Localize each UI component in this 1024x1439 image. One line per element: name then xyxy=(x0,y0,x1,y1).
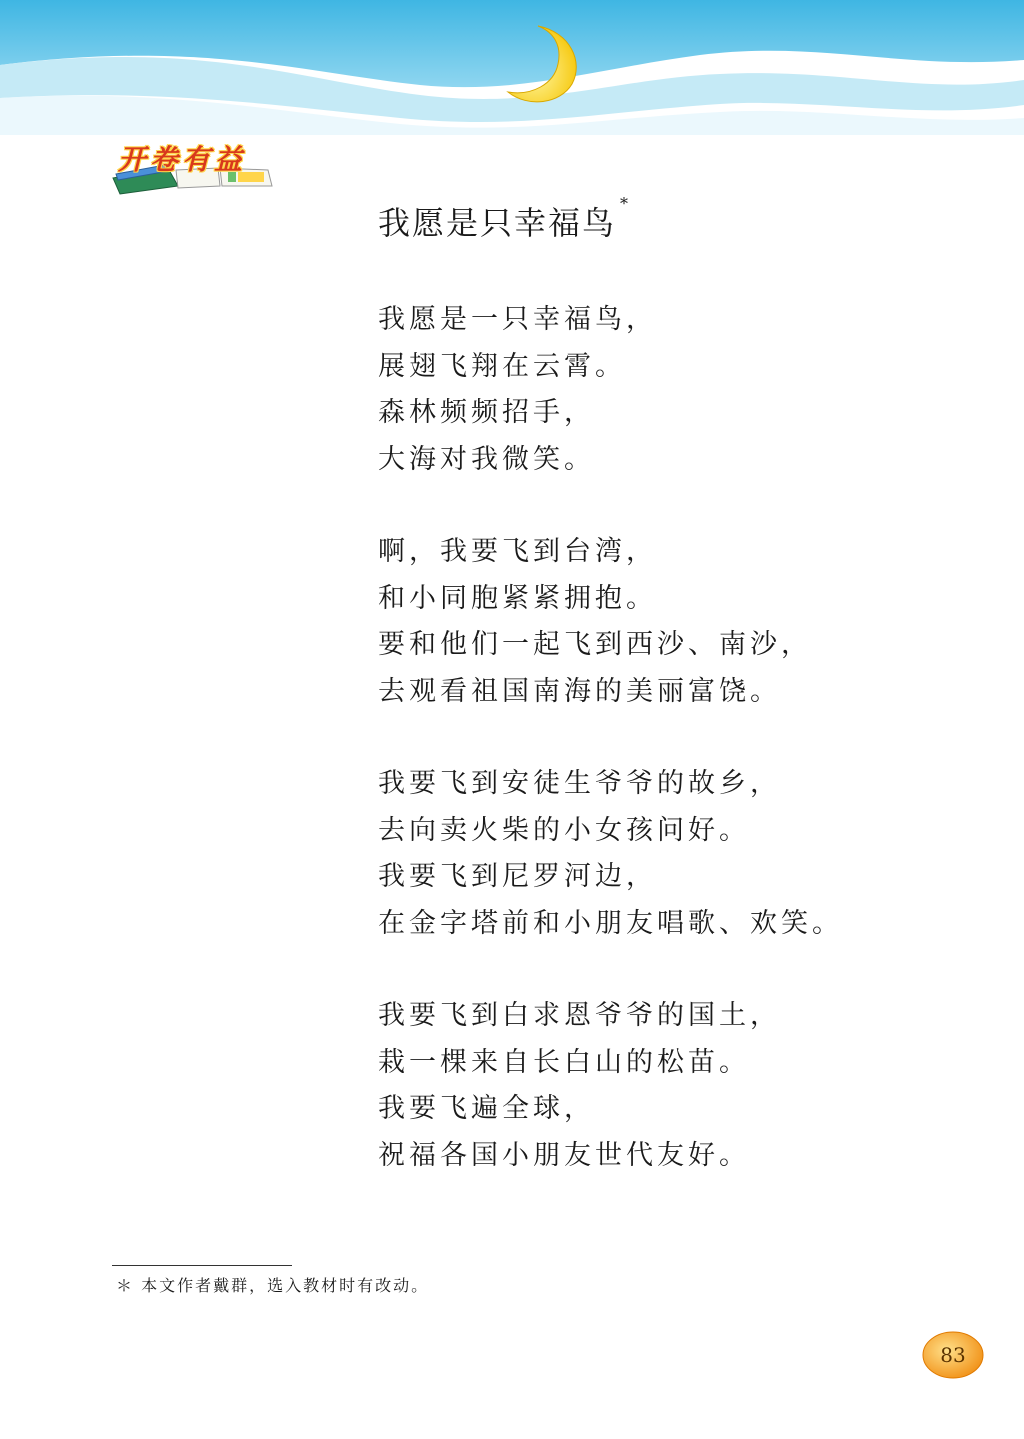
poem-title-text: 我愿是只幸福鸟 xyxy=(378,204,617,242)
page-number-badge xyxy=(921,1329,985,1381)
poem-line: 我要飞遍全球， xyxy=(378,1093,595,1124)
page-number: 83 xyxy=(940,1343,966,1367)
stanza xyxy=(378,761,978,947)
poem-line: 展翅飞翔在云霄。 xyxy=(378,350,626,382)
poem-line: 要和他们一起飞到西沙、南沙， xyxy=(378,629,812,660)
poem-line: 我要飞到白求恩爷爷的国土， xyxy=(378,1000,781,1031)
crescent-moon-icon xyxy=(498,22,588,107)
stanza xyxy=(378,529,978,715)
footnote-marker: * xyxy=(620,194,631,213)
poem-title xyxy=(378,194,631,244)
poem-line: 在金字塔前和小朋友唱歌、欢笑。 xyxy=(378,907,843,939)
poem-body xyxy=(378,297,978,1179)
section-badge xyxy=(108,138,283,198)
poem-line: 我愿是一只幸福鸟， xyxy=(378,304,657,335)
poem-line: 去观看祖国南海的美丽富饶。 xyxy=(378,675,781,707)
stanza xyxy=(378,297,978,483)
poem-line: 大海对我微笑。 xyxy=(378,443,595,475)
poem-line: 我要飞到尼罗河边， xyxy=(378,861,657,892)
poem-line: 我要飞到安徒生爷爷的故乡， xyxy=(378,768,781,799)
footnote-divider xyxy=(112,1265,292,1266)
footnote: ＊ 本文作者戴群，选入教材时有改动。 xyxy=(116,1276,430,1295)
poem-line: 祝福各国小朋友世代友好。 xyxy=(378,1139,750,1171)
stanza xyxy=(378,993,978,1179)
poem-line: 森林频频招手， xyxy=(378,397,595,428)
poem-line: 啊，我要飞到台湾， xyxy=(378,536,657,567)
poem-line: 和小同胞紧紧拥抱。 xyxy=(378,582,657,614)
poem-line: 去向卖火柴的小女孩问好。 xyxy=(378,814,750,846)
section-label: 开卷有益 xyxy=(118,143,247,176)
poem-line: 栽一棵来自长白山的松苗。 xyxy=(378,1046,750,1078)
